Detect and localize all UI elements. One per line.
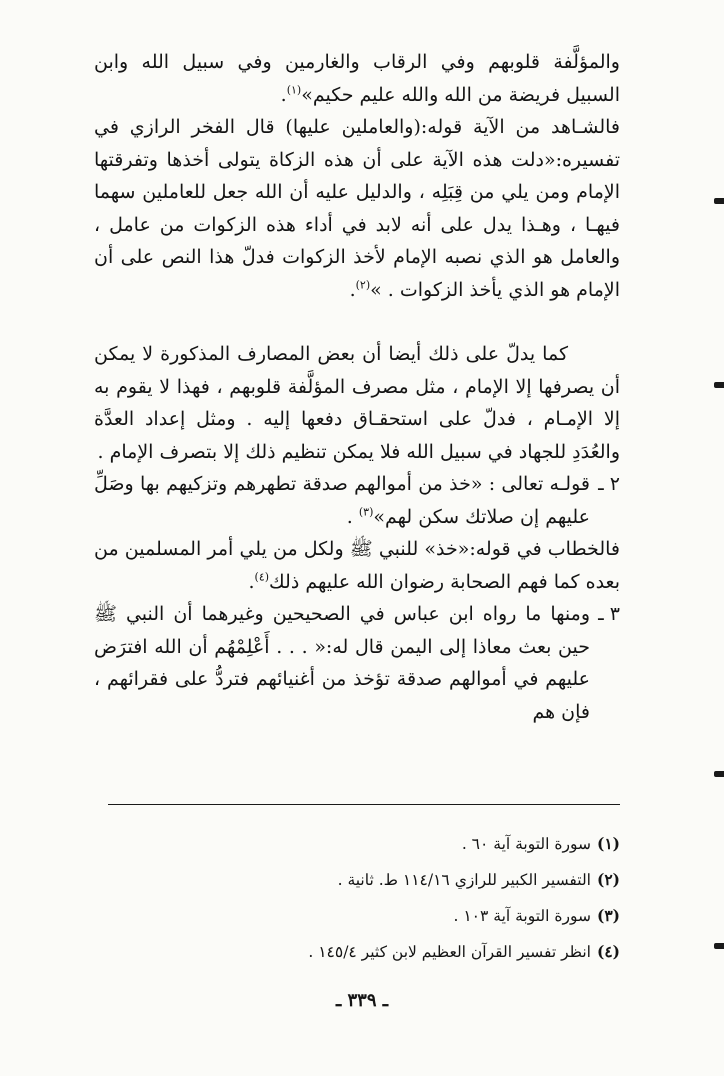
footnote-3 [210, 898, 620, 934]
list-item-text: ومنها ما رواه ابن عباس في الصحيحين وغيرهما أن النبي ﷺ حين بعث معاذا إلى اليمن قال له:« . . . أَعْلِمْهُم أن الله افترَض عليهم في أموالهم صدقة تؤخذ من أغنيائهم فتردُّ على فقرائهم ، فإن هم [94, 603, 590, 723]
list-item-2-end: . [346, 505, 359, 528]
footnote-ref-1: (١) [286, 83, 302, 97]
paragraph-verse-continuation [94, 46, 620, 111]
footnote-number: (٢) [596, 870, 620, 889]
paragraph-expenditures [94, 338, 620, 468]
page-number: ـ ٣٣٩ ـ [335, 990, 389, 1011]
verse-end: . [280, 83, 287, 106]
footnote-text: انظر تفسير القرآن العظيم لابن كثير ١٤٥/٤ . [308, 943, 591, 961]
footnote-text: سورة التوبة آية ٦٠ . [461, 835, 591, 853]
footnote-2 [210, 862, 620, 898]
address-text: فالخطاب في قوله:«خذ» للنبي ﷺ ولكل من يلي أمر المسلمين من بعده كما فهم الصحابة رضوان الله عليهم ذلك [94, 538, 620, 593]
binding-edge-mark [714, 943, 724, 949]
binding-edge-mark [714, 198, 724, 204]
footnote-text: سورة التوبة آية ١٠٣ . [453, 907, 591, 925]
footnote-number: (٣) [596, 906, 620, 925]
list-item-3 [94, 598, 620, 728]
razi-commentary-end: . [349, 278, 356, 301]
footnote-ref-4: (٤) [254, 570, 270, 584]
list-item-2 [94, 468, 620, 533]
expenditures-text: كما يدلّ على ذلك أيضا أن بعض المصارف المذكورة لا يمكن أن يصرفها إلا الإمام ، مثل مصرف المؤلَّفة قلوبهم ، فهذا لا يقوم به إلا الإمـام ، فدلّ على استحقـاق دفعها إليه . ومثل إعداد العدَّة والعُدَدِ للجهاد في سبيل الله فلا يمكن تنظيم ذلك إلا بتصرف الإمام . [94, 343, 620, 463]
footnotes [210, 826, 620, 970]
main-text [94, 46, 620, 728]
footnote-text: التفسير الكبير للرازي ١١٤/١٦ ط. ثانية . [337, 871, 591, 889]
paragraph-razi-commentary [94, 111, 620, 306]
binding-edge-mark [714, 382, 724, 388]
paragraph-address [94, 533, 620, 598]
list-item-number: ٢ ـ [598, 473, 620, 495]
binding-edge-mark [714, 771, 724, 777]
address-end: . [248, 570, 255, 593]
razi-commentary-text: فالشـاهد من الآية قوله:(والعاملين عليها) قال الفخر الرازي في تفسيره:«دلت هذه الآية على أن هذه الزكاة يتولى أخذها وتفرقتها الإمام ومن يلي من قِبَلِه ، والدليل عليه أن الله جعل للعاملين سهما فيهـا ، وهـذا يدل على أنه لابد في أداء هذه الزكوات من عامل ، والعامل هو الذي نصبه الإمام لأخذ الزكوات فدلّ هذا النص على أن الإمام هو الذي يأخذ الزكوات . » [94, 116, 620, 301]
list-item-2-verse: قولـه تعالى : «خذ من أموالهم صدقة تطهرهم وتزكيهم بها وصَلِّ عليهم إن صلاتك سكن لهم» [94, 473, 590, 528]
footnote-4 [210, 934, 620, 970]
paragraph-gap [94, 306, 620, 338]
verse-text: والمؤلَّفة قلوبهم وفي الرقاب والغارمين وفي سبيل الله وابن السبيل فريضة من الله والله عليم حكيم» [94, 51, 620, 106]
list-item-number: ٣ ـ [598, 603, 620, 625]
footnote-ref-3: (٣) [358, 505, 374, 519]
footnote-1 [210, 826, 620, 862]
list-item-text [94, 468, 590, 533]
footnote-number: (٤) [596, 942, 620, 961]
footnote-number: (١) [596, 834, 620, 853]
footnote-separator [108, 804, 620, 805]
footnote-ref-2: (٢) [355, 278, 371, 292]
